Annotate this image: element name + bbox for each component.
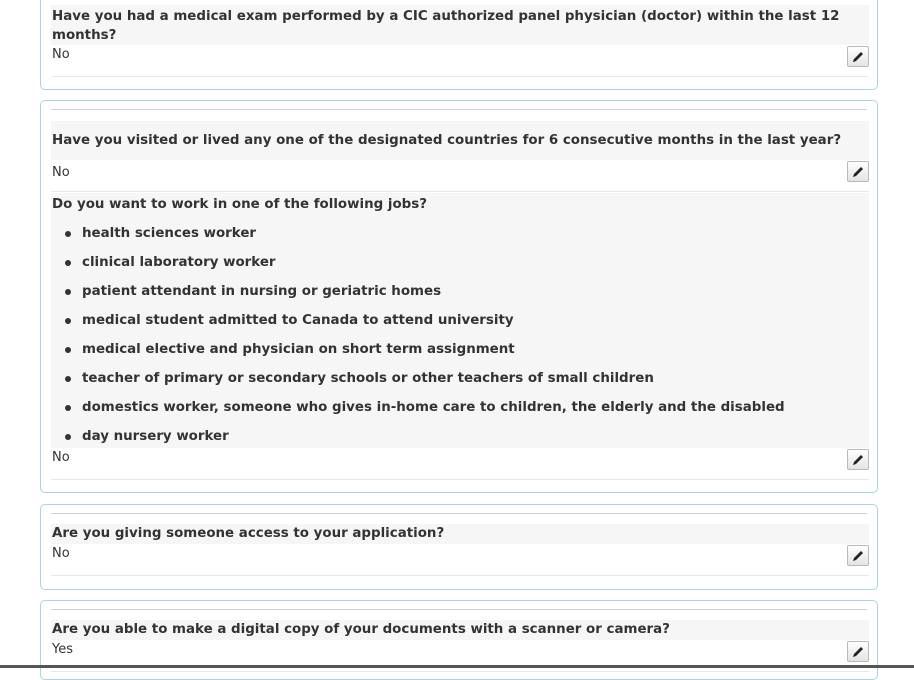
- question-jobs: [51, 193, 869, 448]
- pencil-icon: [851, 50, 865, 64]
- answer-row-jobs: [51, 448, 869, 480]
- answer-value: No: [52, 546, 70, 561]
- question-designated-countries: [51, 121, 869, 160]
- list-item: clinical laboratory worker: [51, 248, 785, 277]
- divider: [51, 609, 867, 610]
- question-text: Are you giving someone access to your application?: [52, 526, 445, 541]
- panel-countries-jobs: [40, 100, 878, 493]
- panel-digital-copy: [40, 600, 878, 680]
- edit-button-medical-exam[interactable]: [847, 46, 869, 67]
- answer-value: No: [52, 165, 70, 180]
- edit-button-access[interactable]: [847, 545, 869, 566]
- divider: [51, 513, 867, 514]
- list-item: medical elective and physician on short term assignment: [51, 335, 785, 364]
- list-item: day nursery worker: [51, 422, 785, 451]
- edit-button-jobs[interactable]: [847, 449, 869, 470]
- answer-row-medical-exam: [51, 45, 869, 77]
- question-digital-copy: [51, 620, 869, 640]
- question-text: Have you visited or lived any one of the designated countries for 6 consecutive months in the last year?: [52, 133, 842, 148]
- panel-medical-exam: [40, 0, 878, 90]
- list-item: health sciences worker: [51, 219, 785, 248]
- list-item: teacher of primary or secondary schools or other teachers of small children: [51, 364, 785, 393]
- pencil-icon: [851, 645, 865, 659]
- question-text: Have you had a medical exam performed by a CIC authorized panel physician (doctor) within the last 12 months?: [52, 9, 840, 43]
- question-text: Are you able to make a digital copy of your documents with a scanner or camera?: [52, 622, 670, 637]
- edit-button-digital-copy[interactable]: [847, 641, 869, 662]
- question-medical-exam: [51, 5, 869, 45]
- pencil-icon: [851, 549, 865, 563]
- panel-access: [40, 504, 878, 590]
- answer-value: Yes: [52, 642, 73, 657]
- list-item: medical student admitted to Canada to attend university: [51, 306, 785, 335]
- answer-row-access: [51, 544, 869, 576]
- list-item: domestics worker, someone who gives in-home care to children, the elderly and the disabled: [51, 393, 785, 422]
- answer-value: No: [52, 450, 70, 465]
- jobs-list: [51, 219, 785, 451]
- question-text: Do you want to work in one of the following jobs?: [52, 197, 427, 212]
- answer-value: No: [52, 47, 70, 62]
- list-item: patient attendant in nursing or geriatric homes: [51, 277, 785, 306]
- question-access: [51, 524, 869, 544]
- pencil-icon: [851, 165, 865, 179]
- edit-button-designated-countries[interactable]: [847, 161, 869, 182]
- divider: [51, 109, 867, 110]
- pencil-icon: [851, 453, 865, 467]
- answer-row-designated-countries: [51, 160, 869, 192]
